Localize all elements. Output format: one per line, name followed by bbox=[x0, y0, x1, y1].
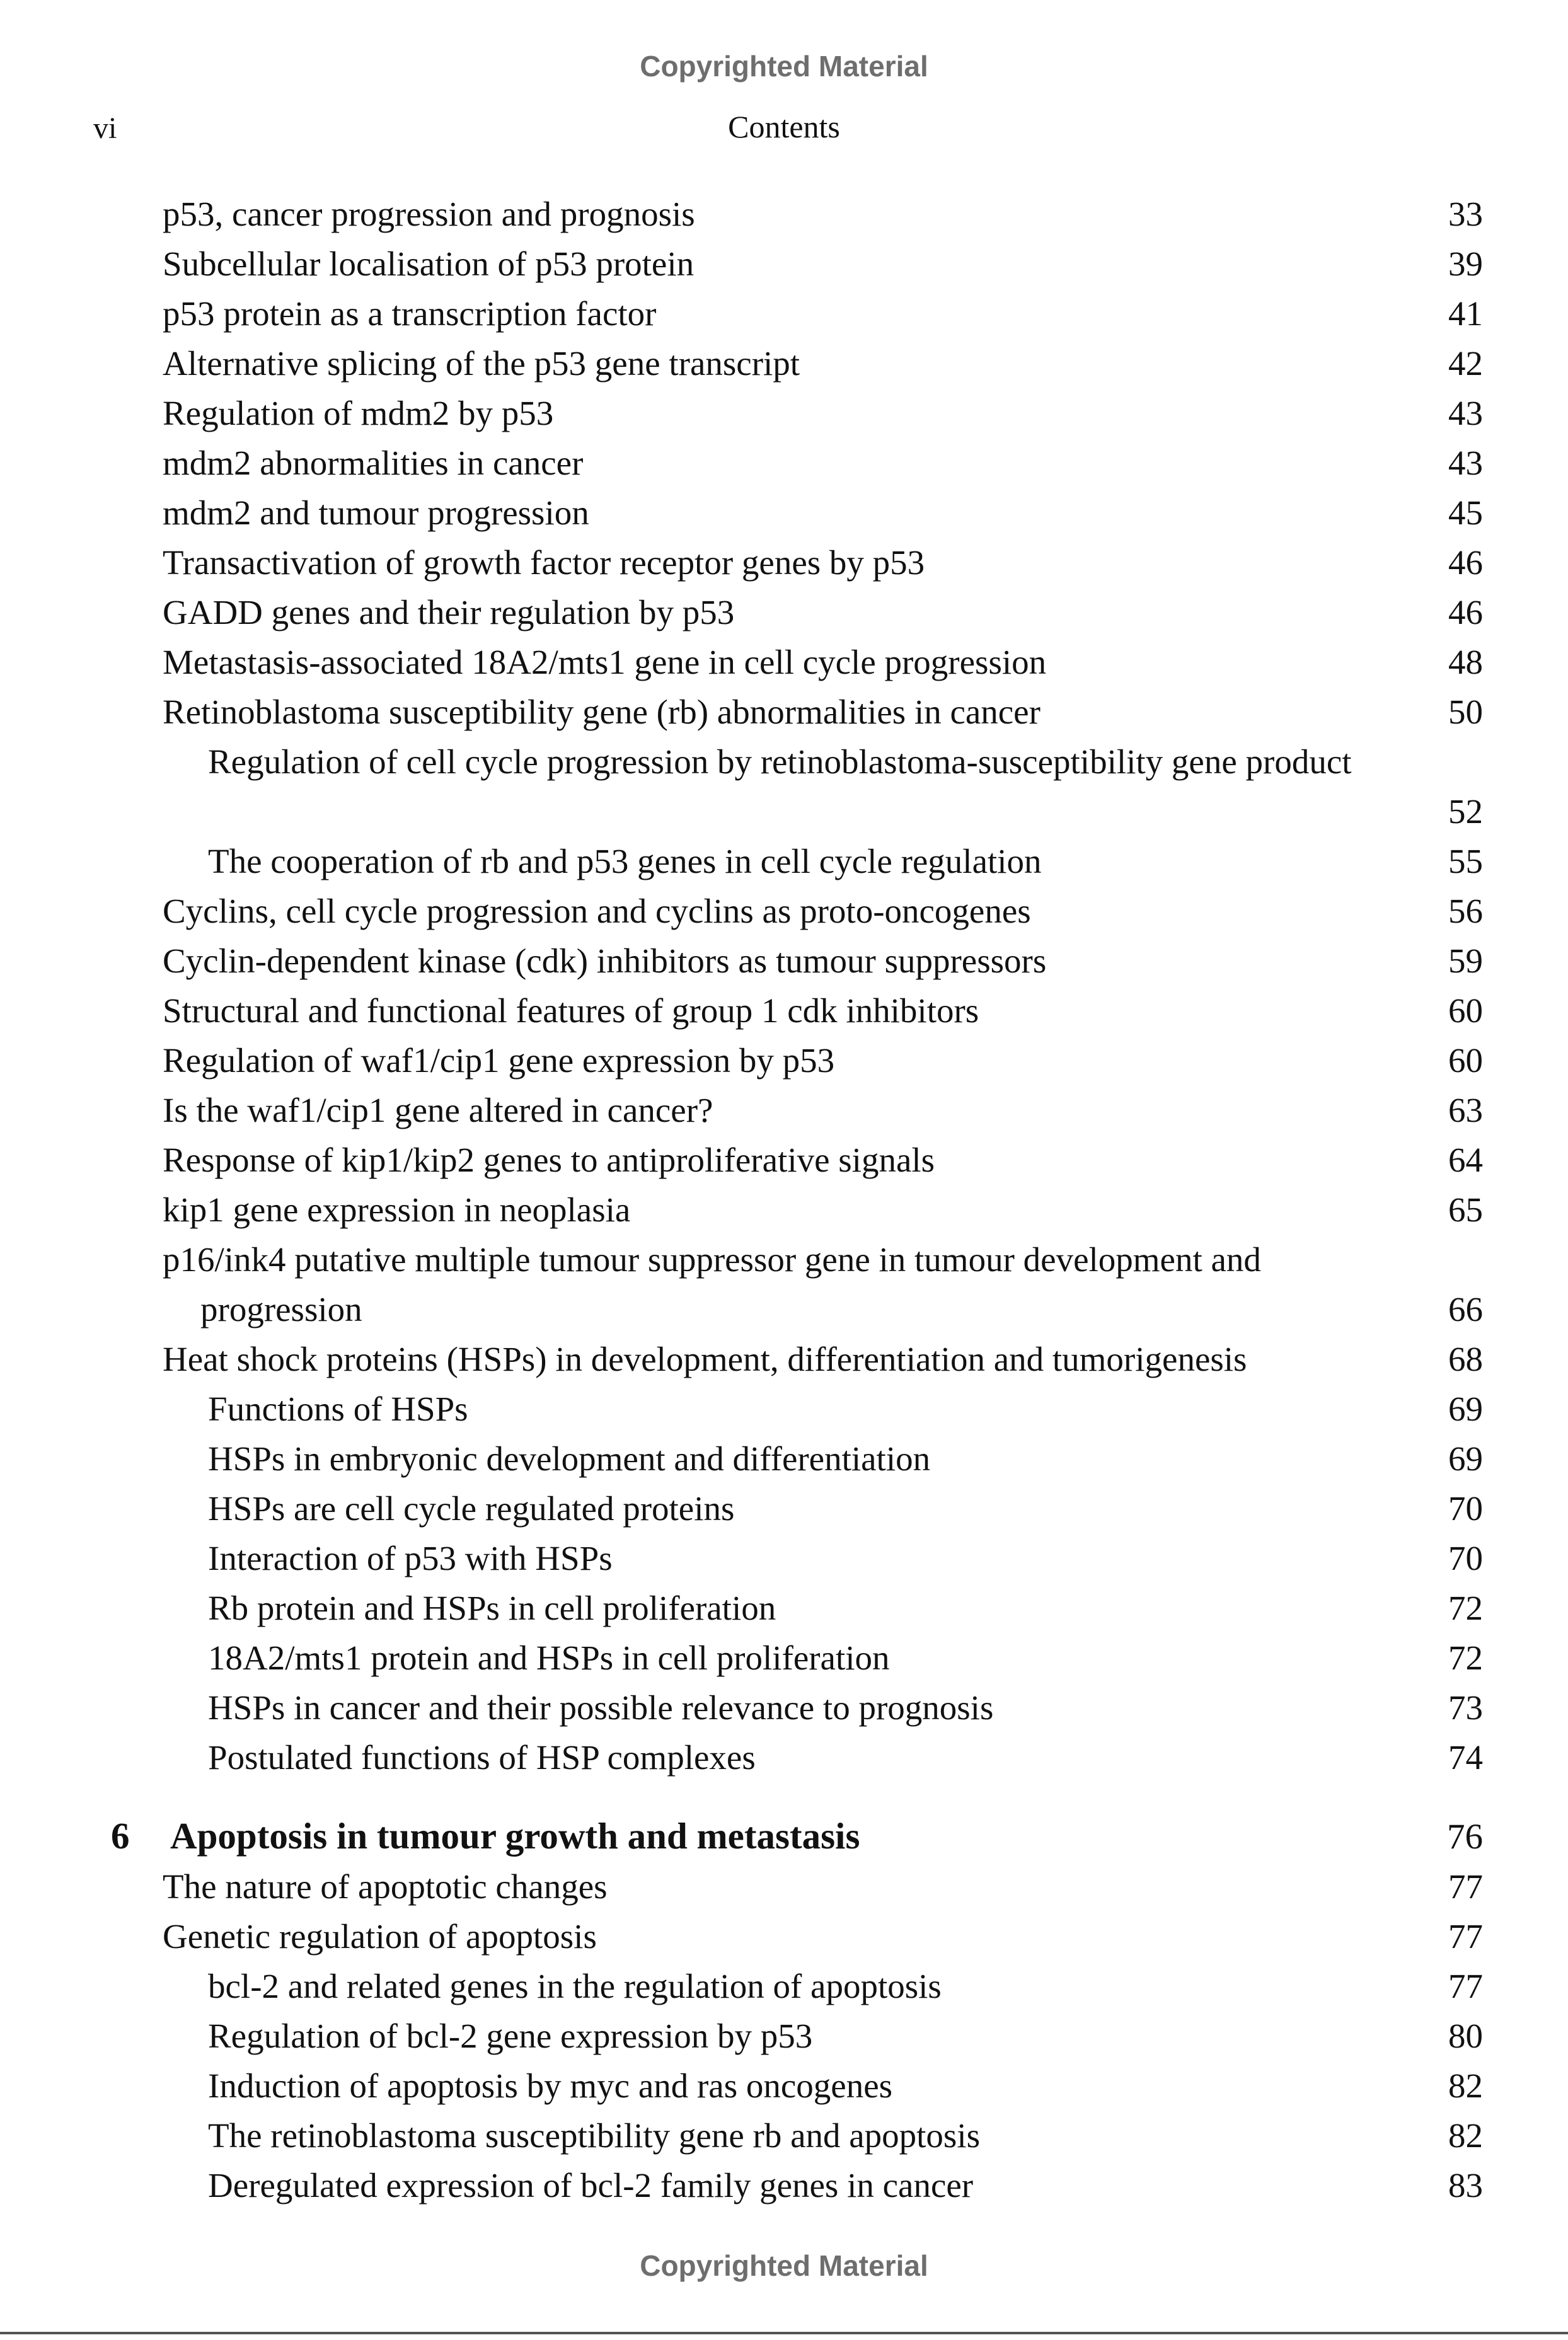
toc-entry-page: 66 bbox=[1448, 1290, 1483, 1328]
toc-entry-page: 82 bbox=[1448, 2066, 1483, 2105]
toc-entry-page: 83 bbox=[1448, 2166, 1483, 2205]
toc-entry-page: 60 bbox=[1448, 991, 1483, 1030]
toc-entry-title: The retinoblastoma susceptibility gene rb and apoptosis bbox=[208, 2116, 981, 2155]
toc-entry bbox=[0, 1384, 1568, 1434]
toc-entry-page: 77 bbox=[1448, 1867, 1483, 1906]
toc-entry-page: 56 bbox=[1448, 892, 1483, 930]
toc-entry-page: 42 bbox=[1448, 344, 1483, 383]
toc-entry bbox=[0, 1484, 1568, 1533]
toc-entry-title: Is the waf1/cip1 gene altered in cancer? bbox=[163, 1091, 713, 1129]
toc-entry-page: 80 bbox=[1448, 2017, 1483, 2055]
toc-entry bbox=[0, 338, 1568, 388]
toc-entry-title: Rb protein and HSPs in cell proliferation bbox=[208, 1589, 776, 1627]
toc-entry bbox=[0, 1583, 1568, 1633]
toc-entry-page: 33 bbox=[1448, 195, 1483, 233]
toc-entry-title: Induction of apoptosis by myc and ras oncogenes bbox=[208, 2066, 893, 2105]
toc-entry-page: 77 bbox=[1448, 1917, 1483, 1956]
toc-entry-page: 74 bbox=[1448, 1738, 1483, 1777]
toc-entry-title: Regulation of cell cycle progression by retinoblastoma-susceptibility gene product bbox=[208, 742, 1352, 781]
toc-entry-page: 39 bbox=[1448, 245, 1483, 283]
toc-entry bbox=[0, 1533, 1568, 1583]
toc-entry-title: Cyclins, cell cycle progression and cyclins as proto-oncogenes bbox=[163, 892, 1031, 930]
toc-entry-title: HSPs are cell cycle regulated proteins bbox=[208, 1489, 735, 1528]
toc-entry-page: 73 bbox=[1448, 1688, 1483, 1727]
toc-entry bbox=[0, 1135, 1568, 1185]
toc-entry bbox=[0, 687, 1568, 737]
toc-entry-page: 72 bbox=[1448, 1639, 1483, 1677]
toc-entry-title: Metastasis-associated 18A2/mts1 gene in cell cycle progression bbox=[163, 643, 1047, 681]
toc-entry-title: HSPs in cancer and their possible relevance to prognosis bbox=[208, 1688, 994, 1727]
toc-entry-title: p53, cancer progression and prognosis bbox=[163, 195, 695, 233]
page-folio: vi bbox=[93, 112, 117, 145]
toc-entry bbox=[0, 1732, 1568, 1782]
toc-entry-title: Functions of HSPs bbox=[208, 1390, 468, 1428]
watermark-bottom: Copyrighted Material bbox=[640, 2249, 928, 2282]
toc-entry bbox=[0, 737, 1568, 836]
toc-chapter-heading bbox=[0, 1811, 1568, 1862]
running-head: Contents bbox=[728, 109, 840, 144]
toc-entry bbox=[0, 886, 1568, 936]
toc-entry-title: HSPs in embryonic development and differentiation bbox=[208, 1439, 931, 1478]
toc-entry-page: 63 bbox=[1448, 1091, 1483, 1129]
toc-entry-page: 46 bbox=[1448, 543, 1483, 582]
toc-entry-title: Transactivation of growth factor receptor genes by p53 bbox=[163, 543, 925, 582]
toc-entry bbox=[0, 1235, 1568, 1334]
toc-entry-page: 60 bbox=[1448, 1041, 1483, 1080]
toc-entry-page: 70 bbox=[1448, 1539, 1483, 1577]
toc-entry-title: Heat shock proteins (HSPs) in development, differentiation and tumorigenesis bbox=[163, 1340, 1247, 1378]
toc-entry bbox=[0, 438, 1568, 488]
toc-entry bbox=[0, 936, 1568, 986]
toc-entry-page: 41 bbox=[1448, 294, 1483, 333]
toc-entry-title: kip1 gene expression in neoplasia bbox=[163, 1190, 631, 1229]
toc-entry bbox=[0, 1633, 1568, 1683]
toc-entry-title: Regulation of bcl-2 gene expression by p53 bbox=[208, 2017, 813, 2055]
toc-entry-page: 46 bbox=[1448, 593, 1483, 631]
toc-entry-title: Subcellular localisation of p53 protein bbox=[163, 245, 695, 283]
watermark-top: Copyrighted Material bbox=[640, 50, 928, 83]
toc-entry-page: 45 bbox=[1448, 493, 1483, 532]
toc-entry-title: 18A2/mts1 protein and HSPs in cell proliferation bbox=[208, 1639, 890, 1677]
toc-entry-page: 68 bbox=[1448, 1340, 1483, 1378]
toc-entry-page: 65 bbox=[1448, 1190, 1483, 1229]
toc-entry bbox=[0, 1085, 1568, 1135]
toc-entry-page: 50 bbox=[1448, 693, 1483, 731]
toc-entry-page: 82 bbox=[1448, 2116, 1483, 2155]
toc-entry-page: 48 bbox=[1448, 643, 1483, 681]
toc-entry bbox=[0, 1185, 1568, 1235]
toc-entry-title: Deregulated expression of bcl-2 family genes in cancer bbox=[208, 2166, 974, 2205]
toc-entry-title: Alternative splicing of the p53 gene transcript bbox=[163, 344, 800, 383]
toc-entry bbox=[0, 388, 1568, 438]
toc-entry bbox=[0, 1683, 1568, 1732]
toc-entry-page: 64 bbox=[1448, 1141, 1483, 1179]
toc-entry bbox=[0, 2160, 1568, 2210]
toc-entry-title: p16/ink4 putative multiple tumour suppressor gene in tumour development and progression bbox=[163, 1240, 1261, 1328]
toc-entry-title: The nature of apoptotic changes bbox=[163, 1867, 608, 1906]
toc-entry-page: 69 bbox=[1448, 1390, 1483, 1428]
toc-entry-page: 69 bbox=[1448, 1439, 1483, 1478]
toc-entry bbox=[0, 2011, 1568, 2061]
toc-entry bbox=[0, 239, 1568, 289]
toc-entry-title: Genetic regulation of apoptosis bbox=[163, 1917, 597, 1956]
toc-entry-page: 59 bbox=[1448, 942, 1483, 980]
toc-entry-page: 77 bbox=[1448, 1967, 1483, 2005]
chapter-title: Apoptosis in tumour growth and metastasis bbox=[170, 1815, 860, 1857]
toc-entry-title: Interaction of p53 with HSPs bbox=[208, 1539, 613, 1577]
toc-entry bbox=[0, 1035, 1568, 1085]
table-of-contents bbox=[0, 189, 1568, 2210]
toc-entry-title: mdm2 abnormalities in cancer bbox=[163, 444, 584, 482]
chapter-number: 6 bbox=[111, 1815, 130, 1857]
bottom-rule bbox=[0, 2332, 1568, 2334]
toc-entry-title: mdm2 and tumour progression bbox=[163, 493, 589, 532]
toc-entry-page: 52 bbox=[1448, 792, 1483, 831]
toc-entry-title: Regulation of waf1/cip1 gene expression by p53 bbox=[163, 1041, 835, 1080]
toc-entry-title: Postulated functions of HSP complexes bbox=[208, 1738, 756, 1777]
toc-entry bbox=[0, 1911, 1568, 1961]
toc-entry bbox=[0, 189, 1568, 239]
toc-entry-title: bcl-2 and related genes in the regulation of apoptosis bbox=[208, 1967, 942, 2005]
toc-entry bbox=[0, 2111, 1568, 2160]
toc-entry-page: 70 bbox=[1448, 1489, 1483, 1528]
toc-entry-title: Regulation of mdm2 by p53 bbox=[163, 394, 554, 432]
toc-entry-title: GADD genes and their regulation by p53 bbox=[163, 593, 735, 631]
toc-entry bbox=[0, 538, 1568, 587]
toc-entry-page: 76 bbox=[1447, 1817, 1483, 1857]
toc-entry bbox=[0, 1434, 1568, 1484]
toc-entry-page: 43 bbox=[1448, 444, 1483, 482]
toc-entry bbox=[0, 1334, 1568, 1384]
toc-entry bbox=[0, 2061, 1568, 2111]
toc-entry-title: Retinoblastoma susceptibility gene (rb) abnormalities in cancer bbox=[163, 693, 1041, 731]
toc-entry-title: The cooperation of rb and p53 genes in cell cycle regulation bbox=[208, 842, 1042, 880]
toc-entry bbox=[0, 836, 1568, 886]
toc-entry-title: Response of kip1/kip2 genes to antiproliferative signals bbox=[163, 1141, 935, 1179]
toc-entry bbox=[0, 587, 1568, 637]
toc-entry-page: 43 bbox=[1448, 394, 1483, 432]
toc-entry-page: 72 bbox=[1448, 1589, 1483, 1627]
toc-entry bbox=[0, 1862, 1568, 1911]
toc-entry-title: Cyclin-dependent kinase (cdk) inhibitors as tumour suppressors bbox=[163, 942, 1047, 980]
toc-entry bbox=[0, 986, 1568, 1035]
toc-entry-title: p53 protein as a transcription factor bbox=[163, 294, 657, 333]
toc-entry-page: 55 bbox=[1448, 842, 1483, 880]
toc-entry-title: Structural and functional features of group 1 cdk inhibitors bbox=[163, 991, 979, 1030]
toc-entry bbox=[0, 289, 1568, 338]
toc-entry bbox=[0, 637, 1568, 687]
toc-entry bbox=[0, 488, 1568, 538]
toc-entry bbox=[0, 1961, 1568, 2011]
